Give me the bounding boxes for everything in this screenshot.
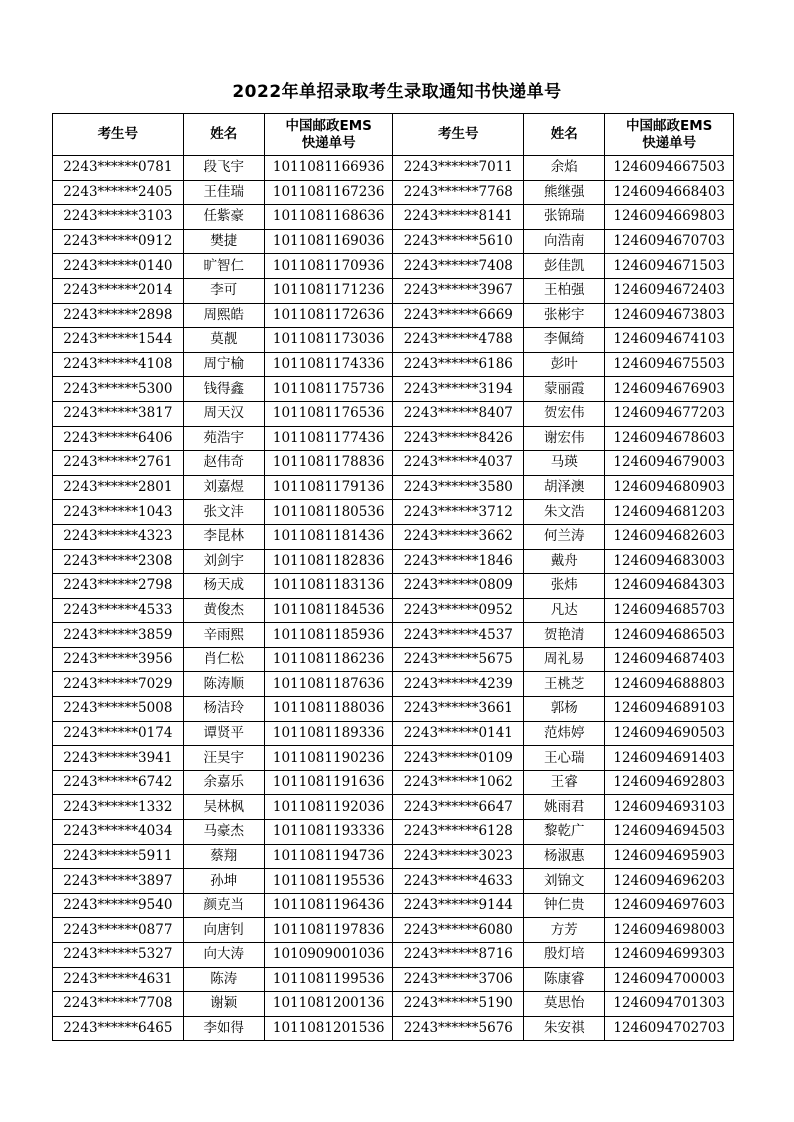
table-row (53, 549, 734, 574)
name-cell: 刘锦文 (524, 869, 605, 894)
exam-no-cell: 2243******6128 (393, 820, 524, 845)
exam-no-cell: 2243******6186 (393, 352, 524, 377)
exam-no-cell: 2243******3817 (53, 401, 184, 426)
name-cell: 刘嘉煜 (183, 475, 264, 500)
name-cell: 王心瑞 (524, 746, 605, 771)
ems-tracking-cell: 1246094681203 (605, 500, 734, 525)
name-cell: 肖仁松 (183, 647, 264, 672)
exam-no-cell: 2243******2405 (53, 180, 184, 205)
name-cell: 王佳瑞 (183, 180, 264, 205)
ems-tracking-cell: 1246094688803 (605, 672, 734, 697)
exam-no-cell: 2243******4788 (393, 328, 524, 353)
name-cell: 杨天成 (183, 574, 264, 599)
name-cell: 刘剑宇 (183, 549, 264, 574)
ems-tracking-cell: 1011081201536 (264, 1016, 393, 1041)
name-cell: 向浩南 (524, 229, 605, 254)
name-cell: 莫靓 (183, 328, 264, 353)
ems-tracking-cell: 1246094669803 (605, 205, 734, 230)
name-cell: 赵伟奇 (183, 451, 264, 476)
ems-tracking-cell: 1011081179136 (264, 475, 393, 500)
table-row (53, 844, 734, 869)
ems-tracking-cell: 1246094673803 (605, 303, 734, 328)
name-cell: 李昆林 (183, 524, 264, 549)
exam-no-cell: 2243******3712 (393, 500, 524, 525)
ems-tracking-cell: 1246094677203 (605, 401, 734, 426)
exam-no-cell: 2243******7408 (393, 254, 524, 279)
name-cell: 马豪杰 (183, 820, 264, 845)
name-cell: 谢颖 (183, 992, 264, 1017)
ems-tracking-cell: 1011081181436 (264, 524, 393, 549)
exam-no-cell: 2243******4037 (393, 451, 524, 476)
ems-tracking-cell: 1011081185936 (264, 623, 393, 648)
name-cell: 周宁榆 (183, 352, 264, 377)
exam-no-cell: 2243******3897 (53, 869, 184, 894)
exam-no-cell: 2243******5327 (53, 943, 184, 968)
exam-no-cell: 2243******3194 (393, 377, 524, 402)
table-row (53, 721, 734, 746)
name-cell: 谢宏伟 (524, 426, 605, 451)
ems-tracking-cell: 1011081182836 (264, 549, 393, 574)
header-ems-line2-2: 快递单号 (642, 134, 697, 151)
name-cell: 贺艳清 (524, 623, 605, 648)
ems-tracking-cell: 1246094689103 (605, 697, 734, 722)
ems-tracking-cell: 1246094701303 (605, 992, 734, 1017)
name-cell: 向唐钊 (183, 918, 264, 943)
name-cell: 熊继强 (524, 180, 605, 205)
exam-no-cell: 2243******7029 (53, 672, 184, 697)
ems-tracking-cell: 1246094676903 (605, 377, 734, 402)
exam-no-cell: 2243******0109 (393, 746, 524, 771)
ems-tracking-cell: 1011081194736 (264, 844, 393, 869)
exam-no-cell: 2243******3706 (393, 967, 524, 992)
ems-tracking-cell: 1011081186236 (264, 647, 393, 672)
name-cell: 李可 (183, 278, 264, 303)
table-row (53, 205, 734, 230)
ems-tracking-cell: 1011081169036 (264, 229, 393, 254)
ems-tracking-cell: 1011081192036 (264, 795, 393, 820)
ems-tracking-cell: 1246094702703 (605, 1016, 734, 1041)
ems-tracking-cell: 1246094670703 (605, 229, 734, 254)
name-cell: 杨淑惠 (524, 844, 605, 869)
name-cell: 何兰涛 (524, 524, 605, 549)
exam-no-cell: 2243******1846 (393, 549, 524, 574)
table-row (53, 697, 734, 722)
table-row (53, 672, 734, 697)
exam-no-cell: 2243******6080 (393, 918, 524, 943)
ems-tracking-cell: 1011081173036 (264, 328, 393, 353)
table-row (53, 795, 734, 820)
name-cell: 方芳 (524, 918, 605, 943)
ems-tracking-cell: 1011081167236 (264, 180, 393, 205)
ems-tracking-cell: 1246094687403 (605, 647, 734, 672)
exam-no-cell: 2243******5008 (53, 697, 184, 722)
name-cell: 范炜婷 (524, 721, 605, 746)
exam-no-cell: 2243******4533 (53, 598, 184, 623)
table-row (53, 426, 734, 451)
ems-tracking-cell: 1011081191636 (264, 770, 393, 795)
exam-no-cell: 2243******3023 (393, 844, 524, 869)
ems-tracking-cell: 1246094700003 (605, 967, 734, 992)
ems-tracking-cell: 1011081166936 (264, 156, 393, 181)
table-row (53, 943, 734, 968)
name-cell: 樊捷 (183, 229, 264, 254)
ems-tracking-cell: 1011081177436 (264, 426, 393, 451)
header-exam-no: 考生号 (53, 114, 184, 156)
name-cell: 吴林枫 (183, 795, 264, 820)
name-cell: 朱安祺 (524, 1016, 605, 1041)
name-cell: 王桃芝 (524, 672, 605, 697)
ems-tracking-cell: 1011081193336 (264, 820, 393, 845)
ems-tracking-cell: 1246094696203 (605, 869, 734, 894)
name-cell: 彭叶 (524, 352, 605, 377)
name-cell: 张彬宇 (524, 303, 605, 328)
table-row (53, 156, 734, 181)
name-cell: 张炜 (524, 574, 605, 599)
exam-no-cell: 2243******9144 (393, 893, 524, 918)
ems-tracking-cell: 1011081178836 (264, 451, 393, 476)
table-row (53, 574, 734, 599)
header-ems-line2: 快递单号 (301, 134, 356, 151)
exam-no-cell: 2243******7011 (393, 156, 524, 181)
table-row (53, 647, 734, 672)
ems-tracking-cell: 1246094667503 (605, 156, 734, 181)
name-cell: 张文沣 (183, 500, 264, 525)
name-cell: 凡达 (524, 598, 605, 623)
name-cell: 钟仁贵 (524, 893, 605, 918)
exam-no-cell: 2243******0174 (53, 721, 184, 746)
name-cell: 谭贤平 (183, 721, 264, 746)
name-cell: 杨洁玲 (183, 697, 264, 722)
name-cell: 旷智仁 (183, 254, 264, 279)
exam-no-cell: 2243******8426 (393, 426, 524, 451)
ems-tracking-cell: 1011081175736 (264, 377, 393, 402)
table-body (53, 156, 734, 1041)
exam-no-cell: 2243******4034 (53, 820, 184, 845)
ems-tracking-cell: 1011081200136 (264, 992, 393, 1017)
exam-no-cell: 2243******2308 (53, 549, 184, 574)
exam-no-cell: 2243******5676 (393, 1016, 524, 1041)
ems-tracking-cell: 1011081189336 (264, 721, 393, 746)
table-row (53, 278, 734, 303)
name-cell: 辛雨熙 (183, 623, 264, 648)
ems-tracking-cell: 1011081190236 (264, 746, 393, 771)
header-ems-tracking (264, 114, 393, 156)
exam-no-cell: 2243******7708 (53, 992, 184, 1017)
ems-tracking-cell: 1246094698003 (605, 918, 734, 943)
name-cell: 陈康睿 (524, 967, 605, 992)
ems-tracking-cell: 1246094695903 (605, 844, 734, 869)
ems-tracking-cell: 1246094686503 (605, 623, 734, 648)
exam-no-cell: 2243******6669 (393, 303, 524, 328)
table-row (53, 967, 734, 992)
name-cell: 余焰 (524, 156, 605, 181)
ems-tracking-cell: 1246094684303 (605, 574, 734, 599)
table-row (53, 524, 734, 549)
name-cell: 李如得 (183, 1016, 264, 1041)
name-cell: 贺宏伟 (524, 401, 605, 426)
exam-no-cell: 2243******0781 (53, 156, 184, 181)
table-row (53, 401, 734, 426)
table-row (53, 893, 734, 918)
exam-no-cell: 2243******5190 (393, 992, 524, 1017)
ems-tracking-cell: 1011081180536 (264, 500, 393, 525)
exam-no-cell: 2243******6742 (53, 770, 184, 795)
exam-no-cell: 2243******5300 (53, 377, 184, 402)
exam-no-cell: 2243******3103 (53, 205, 184, 230)
ems-tracking-cell: 1246094679003 (605, 451, 734, 476)
ems-tracking-cell: 1011081197836 (264, 918, 393, 943)
ems-tracking-cell: 1011081199536 (264, 967, 393, 992)
name-cell: 王睿 (524, 770, 605, 795)
ems-tracking-cell: 1011081170936 (264, 254, 393, 279)
ems-tracking-cell: 1011081187636 (264, 672, 393, 697)
exam-no-cell: 2243******4537 (393, 623, 524, 648)
exam-no-cell: 2243******2798 (53, 574, 184, 599)
table-row (53, 254, 734, 279)
name-cell: 陈涛 (183, 967, 264, 992)
name-cell: 蒙丽霞 (524, 377, 605, 402)
table-row (53, 377, 734, 402)
exam-no-cell: 2243******5610 (393, 229, 524, 254)
ems-tracking-cell: 1246094693103 (605, 795, 734, 820)
ems-tracking-cell: 1011081174336 (264, 352, 393, 377)
exam-no-cell: 2243******4108 (53, 352, 184, 377)
name-cell: 余嘉乐 (183, 770, 264, 795)
exam-no-cell: 2243******7768 (393, 180, 524, 205)
name-cell: 黎乾广 (524, 820, 605, 845)
exam-no-cell: 2243******3967 (393, 278, 524, 303)
table-header-row (53, 114, 734, 156)
table-row (53, 475, 734, 500)
exam-no-cell: 2243******2898 (53, 303, 184, 328)
exam-no-cell: 2243******3956 (53, 647, 184, 672)
table-row (53, 328, 734, 353)
name-cell: 任紫豪 (183, 205, 264, 230)
ems-tracking-cell: 1011081196436 (264, 893, 393, 918)
ems-tracking-cell: 1246094697603 (605, 893, 734, 918)
exam-no-cell: 2243******0141 (393, 721, 524, 746)
header-ems-tracking-2 (605, 114, 734, 156)
ems-tracking-cell: 1246094683003 (605, 549, 734, 574)
exam-no-cell: 2243******1043 (53, 500, 184, 525)
name-cell: 朱文浩 (524, 500, 605, 525)
table-row (53, 623, 734, 648)
name-cell: 戴舟 (524, 549, 605, 574)
name-cell: 莫思怡 (524, 992, 605, 1017)
exam-no-cell: 2243******5911 (53, 844, 184, 869)
table-row (53, 746, 734, 771)
ems-tracking-cell: 1246094699303 (605, 943, 734, 968)
name-cell: 苑浩宇 (183, 426, 264, 451)
ems-tracking-cell: 1246094685703 (605, 598, 734, 623)
header-exam-no-2: 考生号 (393, 114, 524, 156)
header-ems-line1: 中国邮政EMS (285, 117, 372, 134)
exam-no-cell: 2243******1332 (53, 795, 184, 820)
table-row (53, 352, 734, 377)
table-row (53, 303, 734, 328)
exam-no-cell: 2243******8141 (393, 205, 524, 230)
name-cell: 孙坤 (183, 869, 264, 894)
header-ems-line1-2: 中国邮政EMS (626, 117, 713, 134)
table-row (53, 770, 734, 795)
ems-tracking-cell: 1246094691403 (605, 746, 734, 771)
name-cell: 汪昊宇 (183, 746, 264, 771)
name-cell: 向大涛 (183, 943, 264, 968)
exam-no-cell: 2243******2761 (53, 451, 184, 476)
name-cell: 蔡翔 (183, 844, 264, 869)
ems-tracking-cell: 1011081184536 (264, 598, 393, 623)
ems-tracking-cell: 1246094668403 (605, 180, 734, 205)
table-row (53, 500, 734, 525)
ems-tracking-cell: 1011081172636 (264, 303, 393, 328)
exam-no-cell: 2243******0912 (53, 229, 184, 254)
name-cell: 段飞宇 (183, 156, 264, 181)
name-cell: 殷灯培 (524, 943, 605, 968)
exam-no-cell: 2243******6647 (393, 795, 524, 820)
name-cell: 颜克当 (183, 893, 264, 918)
ems-tracking-cell: 1246094682603 (605, 524, 734, 549)
exam-no-cell: 2243******8716 (393, 943, 524, 968)
exam-no-cell: 2243******6465 (53, 1016, 184, 1041)
exam-no-cell: 2243******5675 (393, 647, 524, 672)
ems-tracking-cell: 1011081188036 (264, 697, 393, 722)
name-cell: 陈涛顺 (183, 672, 264, 697)
table-row (53, 451, 734, 476)
name-cell: 姚雨君 (524, 795, 605, 820)
ems-tracking-cell: 1011081183136 (264, 574, 393, 599)
table-row (53, 229, 734, 254)
exam-no-cell: 2243******2014 (53, 278, 184, 303)
exam-no-cell: 2243******4239 (393, 672, 524, 697)
tracking-table (52, 113, 734, 1041)
name-cell: 王柏强 (524, 278, 605, 303)
ems-tracking-cell: 1246094692803 (605, 770, 734, 795)
table-row (53, 180, 734, 205)
name-cell: 周熙皓 (183, 303, 264, 328)
table-row (53, 1016, 734, 1041)
exam-no-cell: 2243******8407 (393, 401, 524, 426)
ems-tracking-cell: 1011081168636 (264, 205, 393, 230)
name-cell: 周礼易 (524, 647, 605, 672)
header-name-2: 姓名 (524, 114, 605, 156)
table-row (53, 992, 734, 1017)
exam-no-cell: 2243******2801 (53, 475, 184, 500)
exam-no-cell: 2243******3580 (393, 475, 524, 500)
ems-tracking-cell: 1011081195536 (264, 869, 393, 894)
exam-no-cell: 2243******9540 (53, 893, 184, 918)
exam-no-cell: 2243******3662 (393, 524, 524, 549)
ems-tracking-cell: 1246094671503 (605, 254, 734, 279)
name-cell: 周天汉 (183, 401, 264, 426)
exam-no-cell: 2243******4323 (53, 524, 184, 549)
name-cell: 钱得鑫 (183, 377, 264, 402)
name-cell: 马瑛 (524, 451, 605, 476)
table-row (53, 598, 734, 623)
exam-no-cell: 2243******0952 (393, 598, 524, 623)
exam-no-cell: 2243******0140 (53, 254, 184, 279)
ems-tracking-cell: 1010909001036 (264, 943, 393, 968)
exam-no-cell: 2243******0809 (393, 574, 524, 599)
table-row (53, 820, 734, 845)
ems-tracking-cell: 1246094675503 (605, 352, 734, 377)
exam-no-cell: 2243******6406 (53, 426, 184, 451)
exam-no-cell: 2243******3859 (53, 623, 184, 648)
exam-no-cell: 2243******0877 (53, 918, 184, 943)
ems-tracking-cell: 1246094674103 (605, 328, 734, 353)
name-cell: 胡泽澳 (524, 475, 605, 500)
ems-tracking-cell: 1246094690503 (605, 721, 734, 746)
table-row (53, 918, 734, 943)
ems-tracking-cell: 1246094694503 (605, 820, 734, 845)
ems-tracking-cell: 1246094680903 (605, 475, 734, 500)
exam-no-cell: 2243******3661 (393, 697, 524, 722)
header-name: 姓名 (183, 114, 264, 156)
ems-tracking-cell: 1246094678603 (605, 426, 734, 451)
ems-tracking-cell: 1011081171236 (264, 278, 393, 303)
name-cell: 黄俊杰 (183, 598, 264, 623)
exam-no-cell: 2243******1062 (393, 770, 524, 795)
name-cell: 张锦瑞 (524, 205, 605, 230)
table-row (53, 869, 734, 894)
ems-tracking-cell: 1246094672403 (605, 278, 734, 303)
page-title: 2022年单招录取考生录取通知书快递单号 (232, 82, 562, 102)
name-cell: 李佩绮 (524, 328, 605, 353)
ems-tracking-cell: 1011081176536 (264, 401, 393, 426)
exam-no-cell: 2243******3941 (53, 746, 184, 771)
name-cell: 郭杨 (524, 697, 605, 722)
name-cell: 彭佳凯 (524, 254, 605, 279)
exam-no-cell: 2243******1544 (53, 328, 184, 353)
exam-no-cell: 2243******4631 (53, 967, 184, 992)
exam-no-cell: 2243******4633 (393, 869, 524, 894)
